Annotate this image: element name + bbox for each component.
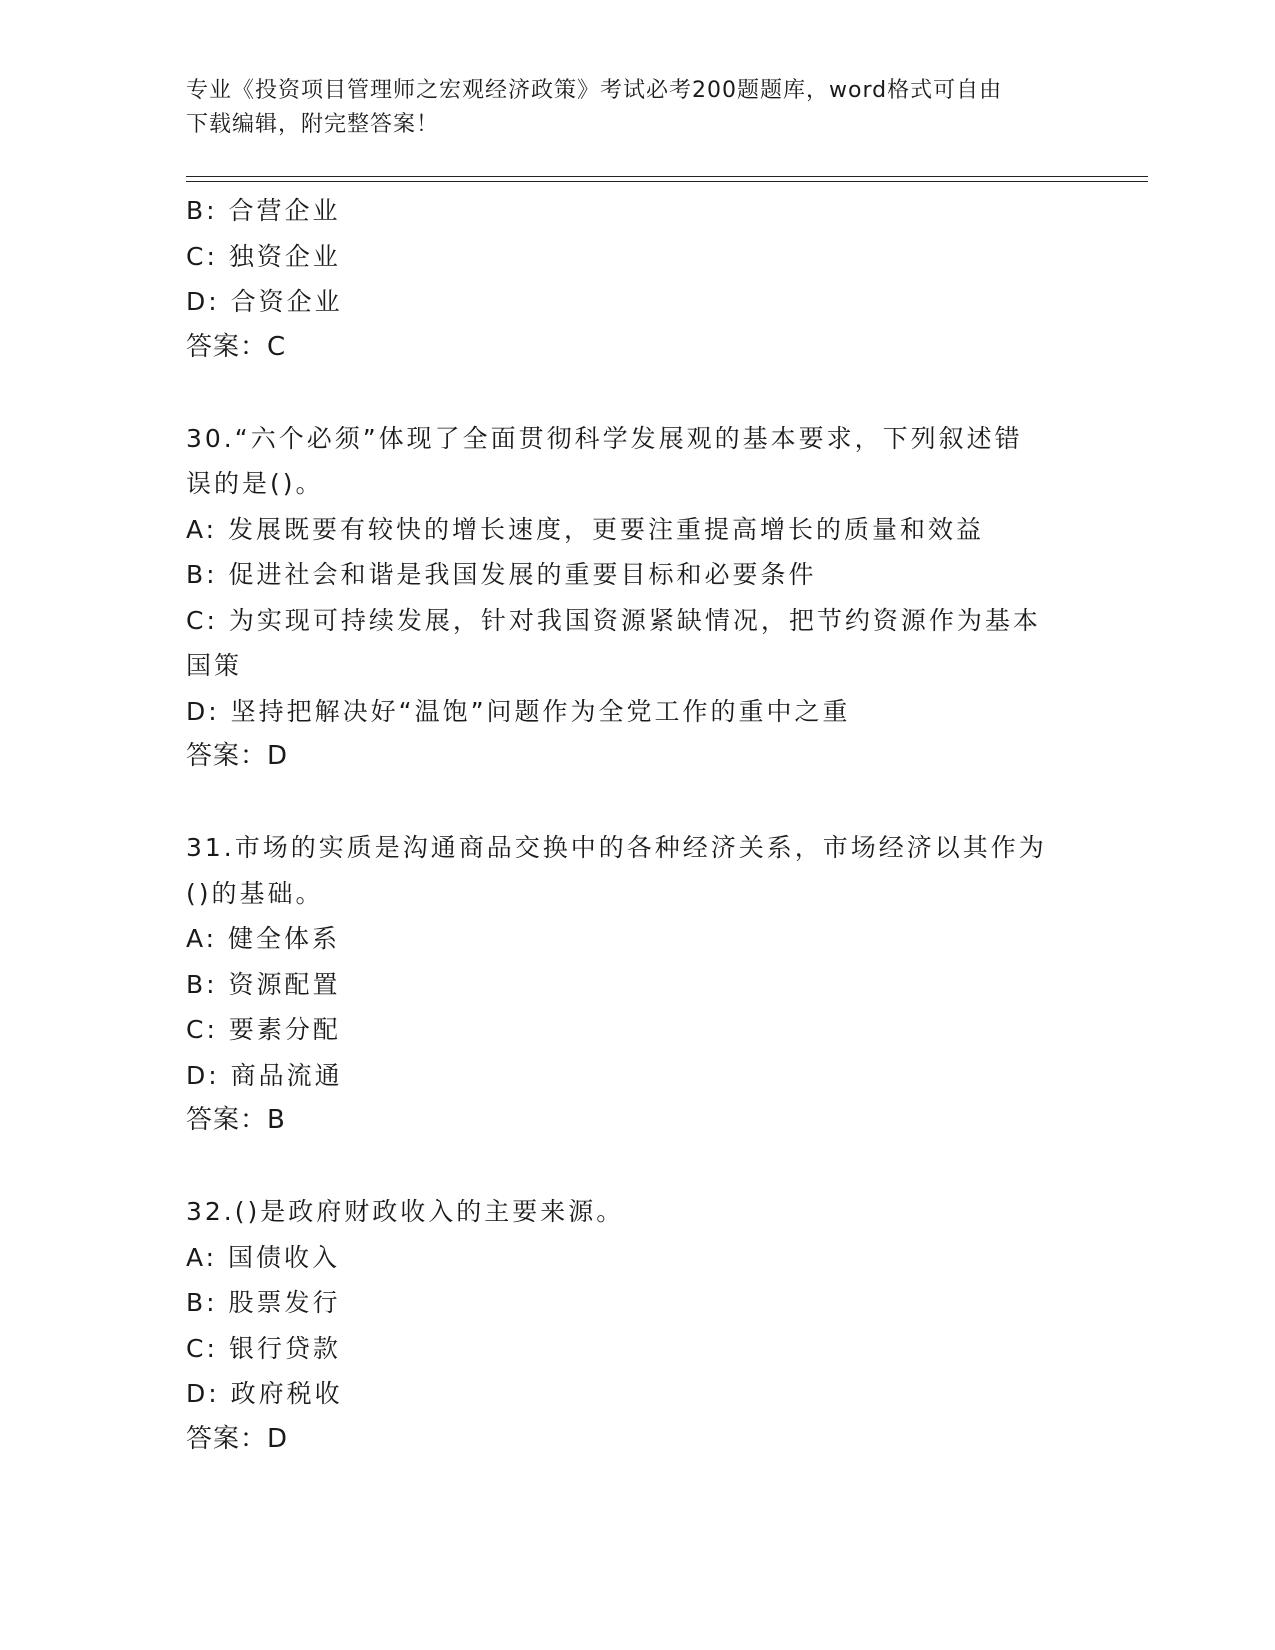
spacer: [186, 780, 1066, 826]
answer-line: 答案：D: [186, 1423, 289, 1454]
answer-line: 答案：D: [186, 741, 289, 771]
question-stem-line-1: 31.市场的实质是沟通商品交换中的各种经济关系，市场经济以其作为: [186, 833, 1047, 862]
question-29: [186, 188, 1066, 370]
option-a: A: 健全体系: [186, 924, 341, 953]
answer-line: 答案：C: [186, 331, 287, 362]
option-c: C: 银行贷款: [186, 1333, 341, 1363]
option-b: B: 合营企业: [186, 196, 341, 225]
option-a: A: 发展既要有较快的增长速度，更要注重提高增长的质量和效益: [186, 514, 985, 544]
document-header: [186, 74, 1086, 142]
option-c-line-2: 国策: [186, 651, 243, 680]
question-30: [186, 416, 1066, 780]
option-d: D: 商品流通: [186, 1060, 343, 1090]
question-32: [186, 1189, 1066, 1462]
option-d: D: 坚持把解决好“温饱”问题作为全党工作的重中之重: [186, 696, 851, 726]
header-line-1: 专业《投资项目管理师之宏观经济政策》考试必考200题题库，word格式可自由: [186, 78, 1003, 103]
question-stem-line-2: 误的是()。: [186, 469, 324, 498]
question-list: [186, 188, 1066, 1462]
option-d: D: 合资企业: [186, 287, 343, 316]
option-b: B: 资源配置: [186, 969, 341, 999]
header-line-2: 下载编辑，附完整答案！: [186, 112, 440, 137]
question-stem-line-1: 30.“六个必须”体现了全面贯彻科学发展观的基本要求，下列叙述错: [186, 423, 1023, 453]
spacer: [186, 1144, 1066, 1190]
option-b: B: 股票发行: [186, 1288, 341, 1317]
header-divider-bottom: [186, 181, 1148, 182]
option-b: B: 促进社会和谐是我国发展的重要目标和必要条件: [186, 560, 817, 589]
question-stem-line-1: 32.()是政府财政收入的主要来源。: [186, 1197, 625, 1226]
option-a: A: 国债收入: [186, 1242, 341, 1272]
option-d: D: 政府税收: [186, 1379, 343, 1408]
option-c: C: 要素分配: [186, 1015, 341, 1044]
answer-line: 答案：B: [186, 1105, 286, 1135]
spacer: [186, 370, 1066, 416]
question-stem-line-2: ()的基础。: [186, 878, 324, 908]
option-c: C: 独资企业: [186, 241, 341, 271]
option-c-line-1: C: 为实现可持续发展，针对我国资源紧缺情况，把节约资源作为基本: [186, 605, 1041, 635]
header-divider-top: [186, 176, 1148, 177]
question-31: [186, 825, 1066, 1144]
